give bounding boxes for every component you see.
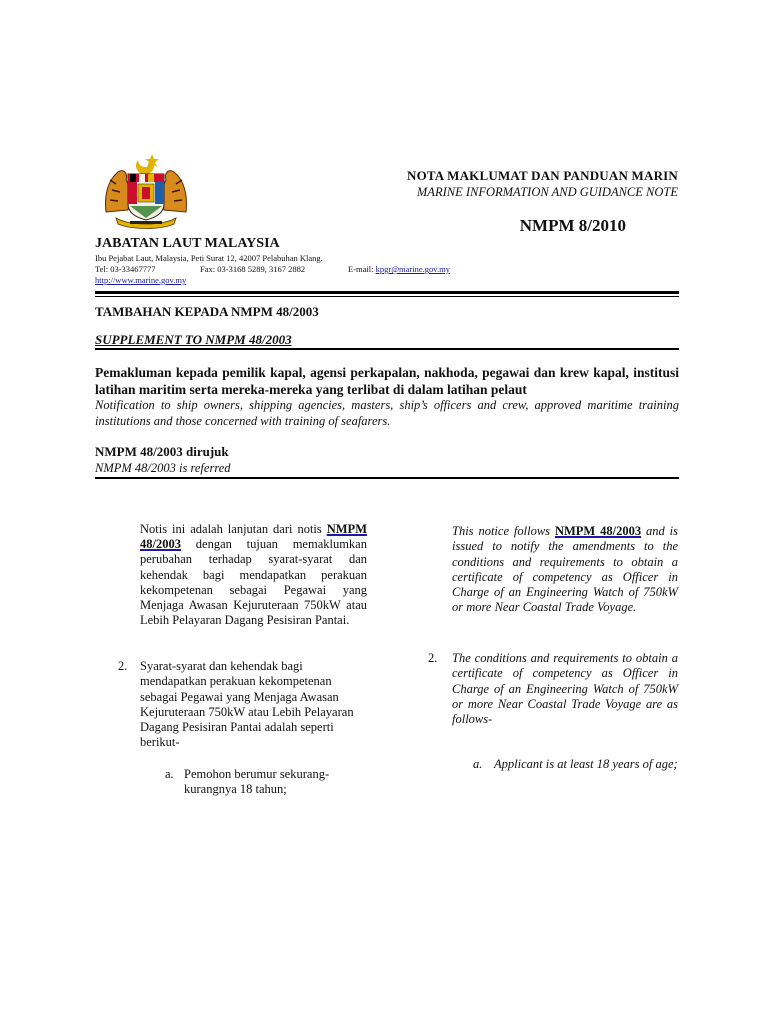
header-title-ms: NOTA MAKLUMAT DAN PANDUAN MARIN (407, 168, 678, 183)
subject-ms: TAMBAHAN KEPADA NMPM 48/2003 (95, 304, 319, 319)
item-a-ms: Pemohon berumur sekurang-kurangnya 18 tahun; (184, 767, 330, 797)
header-title-en: MARINE INFORMATION AND GUIDANCE NOTE (416, 185, 678, 199)
paragraph-1-ms (140, 522, 367, 628)
agency-fax: Fax: 03-3168 5289, 3167 2882 (200, 264, 306, 274)
doc-number: NMPM 8/2010 (519, 216, 626, 235)
email-link[interactable]: kpgr@marine.gov.my (375, 264, 450, 274)
subject-divider (95, 348, 679, 350)
item-a-en: Applicant is at least 18 years of age; (494, 757, 678, 771)
header-divider-thin (95, 296, 679, 297)
agency-address: Ibu Pejabat Laut, Malaysia, Peti Surat 12, 42007 Pelabuhan Klang. (95, 253, 323, 263)
email-label: E-mail: (348, 264, 374, 274)
p1-en-nmpm-link[interactable]: NMPM 48/2003 (554, 524, 642, 538)
coat-of-arms-logo (100, 150, 192, 230)
reference-en: NMPM 48/2003 is referred (95, 461, 231, 475)
notification-ms: Pemakluman kepada pemilik kapal, agensi perkapalan, nakhoda, pegawai dan krew kapal, institusi latihan maritim serta mereka-mereka yang terlibat di dalam latihan pelaut (95, 365, 679, 397)
reference-ms: NMPM 48/2003 dirujuk (95, 444, 229, 459)
paragraph-2-ms: Syarat-syarat dan kehendak bagi mendapatkan perakuan kekompetenan sebagai Pegawai yang Menjaga Awasan Kejuruteraan 750kW atau Lebih Pelayaran Dagang Pesisiran Pantai adalah seperti berikut- (140, 659, 354, 750)
website-link[interactable]: http://www.marine.gov.my (95, 275, 187, 285)
paragraph-2-en: The conditions and requirements to obtain a certificate of competency as Officer in Charge of an Engineering Watch of 750kW or more Near Coastal Trade Voyage are as follows- (452, 651, 678, 727)
agency-tel: Tel: 03-33467777 (95, 264, 156, 274)
paragraph-2-number-ms: 2. (118, 659, 128, 673)
item-a-label-ms: a. (165, 767, 174, 781)
item-a-label-en: a. (473, 757, 483, 771)
agency-email-line (348, 264, 450, 274)
p1-ms-text-after: dengan tujuan memaklumkan perubahan terhadap syarat-syarat dan kehendak bagi mendapatkan perakuan kekompetenan sebagai Pegawai yang Menjaga Awasan Kejuruteraan 750kW atau Lebih Pelayaran Dagang Pesisiran Pantai. (140, 537, 367, 628)
subject-en: SUPPLEMENT TO NMPM 48/2003 (95, 332, 292, 347)
p1-ms-nmpm-link[interactable]: NMPM 48/2003 (140, 522, 367, 552)
p1-en-text-before: This notice follows (452, 524, 555, 538)
paragraph-2-number-en: 2. (428, 651, 438, 665)
reference-divider (95, 477, 679, 479)
header-divider (95, 291, 679, 294)
notification-en: Notification to ship owners, shipping agencies, masters, ship’s officers and crew, approved maritime training institutions and those concerned with training of seafarers. (95, 398, 679, 428)
paragraph-1-en (452, 524, 678, 616)
agency-name: JABATAN LAUT MALAYSIA (95, 236, 280, 251)
p1-ms-text-before: Notis ini adalah lanjutan dari notis (140, 522, 327, 536)
p1-en-text-after: and is issued to notify the amendments to the conditions and requirements to obtain a certificate of competency as Officer in Charge of an Engineering Watch of 750kW or more Near Coastal Trade Voyage. (452, 524, 679, 615)
